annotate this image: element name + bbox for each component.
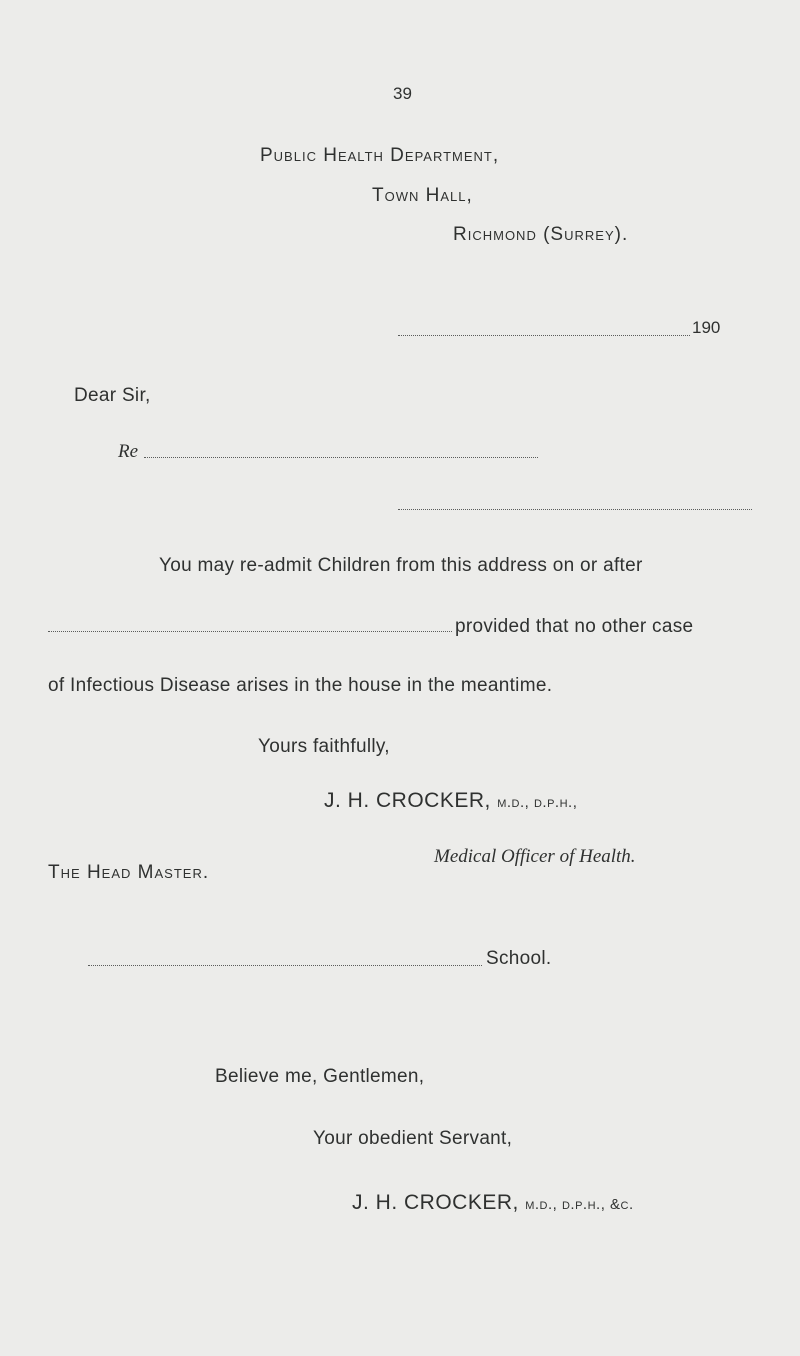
final-signature-name: J. H. CROCKER, [352, 1191, 519, 1214]
final-line-2: Your obedient Servant, [313, 1128, 513, 1149]
signature-quals: m.d., d.p.h., [497, 794, 578, 811]
signature-title: Medical Officer of Health. [434, 846, 636, 867]
date-readmit-blank [48, 631, 452, 632]
date-blank [398, 335, 690, 336]
signature-name: J. H. CROCKER, [324, 789, 491, 812]
re-blank-2 [398, 509, 752, 510]
final-line-1: Believe me, Gentlemen, [215, 1066, 425, 1087]
body-line-2: provided that no other case [455, 616, 694, 637]
page-number: 39 [393, 84, 412, 103]
salutation: Dear Sir, [74, 385, 151, 406]
body-line-1: You may re-admit Children from this address on or after [159, 555, 643, 576]
re-label: Re [118, 441, 139, 462]
final-signature-quals: m.d., d.p.h., &c. [525, 1196, 634, 1213]
closing: Yours faithfully, [258, 736, 390, 757]
department-name: Public Health Department, [260, 145, 500, 166]
body-line-3: of Infectious Disease arises in the house in the meantime. [48, 675, 553, 696]
final-signature [352, 1191, 634, 1215]
school-blank [88, 965, 482, 966]
date-year: 190 [692, 318, 721, 337]
location: Richmond (Surrey). [453, 224, 629, 245]
re-blank-1 [144, 457, 538, 458]
signature [324, 789, 577, 813]
town-hall: Town Hall, [372, 185, 473, 206]
addressee-title: The Head Master. [48, 862, 210, 883]
school-suffix: School. [486, 948, 552, 969]
